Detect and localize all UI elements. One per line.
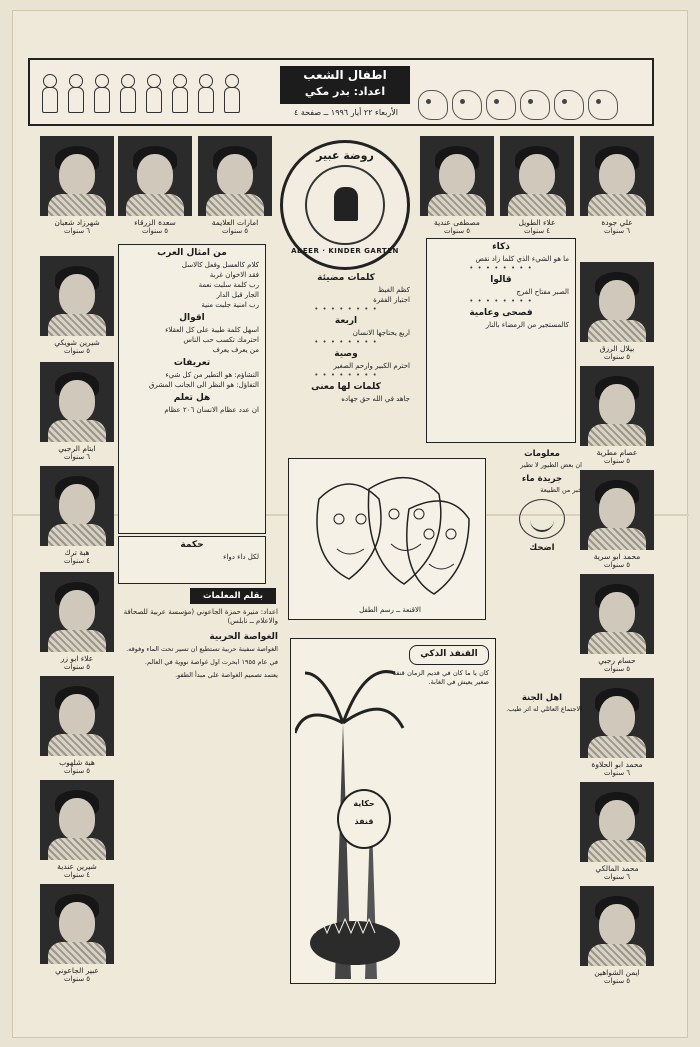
- child-name: علاء ابو زر: [60, 654, 94, 663]
- child-age: ٤ سنوات: [63, 557, 91, 565]
- proverb-line: رب كلمة سلبت نعمة: [198, 281, 259, 289]
- child-photo: [40, 136, 114, 236]
- child-age: ٥ سنوات: [63, 767, 91, 775]
- child-name: عبير الجاعوني: [55, 966, 99, 975]
- child-name: امارات العلايمة: [211, 218, 259, 227]
- kid-figure-icon: [220, 74, 242, 120]
- heaven-title: اهل الجنة: [521, 693, 563, 703]
- divider: • • • • • • • •: [314, 371, 378, 379]
- child-age: ٤ سنوات: [63, 871, 91, 879]
- child-age: ٥ سنوات: [443, 227, 471, 235]
- child-age: ٥ سنوات: [63, 347, 91, 355]
- child-name: مصطفى عندية: [434, 218, 480, 227]
- child-photo: [580, 136, 654, 236]
- masthead-deco-left: [38, 66, 260, 120]
- four-line: اربع يحتاجها الانسان: [352, 329, 410, 337]
- intelligence-box: [426, 238, 576, 443]
- wisdom-line: لكل داء دواء: [223, 553, 259, 561]
- child-photo: [500, 136, 574, 236]
- child-name: علاء الطويل: [518, 218, 556, 227]
- logo-arabic: روضة عبير: [316, 149, 374, 162]
- advice-title: وصية: [334, 349, 358, 359]
- meaningful-title: كلمات مضيئة: [317, 273, 375, 283]
- child-age: ٥ سنوات: [63, 663, 91, 671]
- definitions-title: تعريفات: [173, 358, 211, 368]
- didyou-title: هل تعلم: [173, 393, 211, 403]
- wisdom-box: [118, 536, 266, 584]
- four-title: اربعة: [334, 316, 358, 326]
- masthead-subtitle: اعداد: بدر مكي: [304, 85, 386, 98]
- teachers-banner: بقلم المعلمات: [190, 588, 276, 604]
- child-photo: [198, 136, 272, 236]
- child-name: عصام مطرية: [596, 448, 638, 457]
- advice-line: احترم الكبير وارحم الصغير: [333, 362, 410, 370]
- child-name: شيرين عندية: [57, 862, 97, 871]
- child-photo: [40, 572, 114, 672]
- child-name: محمد ابو الحلاوة: [591, 760, 643, 769]
- proverb-line: الجار قبل الدار: [216, 291, 259, 299]
- child-age: ٥ سنوات: [603, 353, 631, 361]
- heaven-text: الاجتماع العائلي له اثر طيب.: [506, 705, 582, 713]
- said-title: قالوا: [490, 275, 512, 285]
- child-photo: [580, 470, 654, 570]
- news-line: خبر من الطبيعة: [540, 486, 582, 494]
- logo-english: ABEER · KINDER GARTEN: [291, 247, 399, 255]
- child-name: بيلال الرزق: [599, 344, 635, 353]
- child-photo: [40, 884, 114, 984]
- laugh-title: اضحك: [529, 543, 555, 553]
- saying-line: من يعرف يعرف: [212, 346, 259, 354]
- kid-figure-icon: [168, 74, 190, 120]
- kid-figure-icon: [90, 74, 112, 120]
- hedgehog-story: [290, 638, 496, 984]
- badge-bottom: قنفذ: [354, 817, 374, 826]
- words-title: كلمات لها معنى: [311, 382, 381, 392]
- animal-toy-icon: [588, 90, 618, 120]
- divider: • • • • • • • •: [314, 305, 378, 313]
- intelligence-title: ذكاء: [492, 242, 510, 252]
- child-photo: [420, 136, 494, 236]
- animal-toy-icon: [418, 90, 448, 120]
- child-name: ايمن الشواهين: [594, 968, 640, 977]
- child-name: شيرين شويكي: [54, 338, 100, 347]
- child-age: ٦ سنوات: [603, 227, 631, 235]
- kid-figure-icon: [116, 74, 138, 120]
- child-photo: [40, 466, 114, 566]
- child-age: ٦ سنوات: [603, 769, 631, 777]
- kid-figure-icon: [64, 74, 86, 120]
- child-photo: [40, 676, 114, 776]
- child-name: هبة شلهوب: [59, 758, 95, 767]
- article-heading: الغواصة الحربية: [209, 632, 278, 642]
- didyou-line: ان عدد عظام الانسان ٢٠٦ عظام: [164, 406, 259, 414]
- child-age: ٥ سنوات: [63, 975, 91, 983]
- saying-line: احترمك تكسب حب الناس: [183, 336, 259, 344]
- info-line: ان بعض الطيور لا تطير: [520, 461, 582, 469]
- masks-artwork: [288, 458, 486, 620]
- definition-line: التفاؤل: هو النظر الى الجانب المشرق: [148, 381, 259, 389]
- kid-figure-icon: [194, 74, 216, 120]
- child-name: محمد المالكي: [595, 864, 639, 873]
- story-badge: [337, 789, 391, 849]
- proverb-line: كلام كالعسل وفعل كالاسل: [181, 261, 259, 269]
- child-photo: [40, 780, 114, 880]
- proverb-line: رب امنية جلبت منية: [201, 301, 259, 309]
- child-age: ٦ سنوات: [63, 453, 91, 461]
- article-paragraph: في عام ١٩٥٥ ابحرت اول غواصة نووية في العالم.: [144, 658, 278, 666]
- child-age: ٥ سنوات: [603, 665, 631, 673]
- definition-line: التشاؤم: هو التطير من كل شيء: [165, 371, 259, 379]
- child-name: سعدة الزرقاء: [134, 218, 176, 227]
- wisdom-title: حكمة: [180, 540, 204, 550]
- animal-toy-icon: [486, 90, 516, 120]
- child-name: شهرزاد شعبان: [54, 218, 100, 227]
- child-photo: [580, 262, 654, 362]
- animal-toy-icon: [554, 90, 584, 120]
- masthead-title-box: [280, 66, 410, 104]
- proverbs-box: [118, 244, 266, 534]
- divider: • • • • • • • •: [314, 338, 378, 346]
- child-name: محمد ابو سرية: [593, 552, 641, 561]
- info-title: معلومات: [524, 449, 560, 459]
- article-paragraph: الغواصة سفينة حربية تستطيع ان تسير تحت الماء وفوقه.: [126, 645, 278, 653]
- child-photo: [580, 886, 654, 986]
- article-paragraph: يعتمد تصميم الغواصة على مبدأ الطفو.: [175, 671, 278, 679]
- kid-figure-icon: [142, 74, 164, 120]
- story-title: القنفذ الذكي: [409, 645, 489, 665]
- middle-column: [276, 270, 416, 404]
- badge-top: حكاية: [353, 799, 375, 808]
- proverbs-title: من امثال العرب: [157, 248, 227, 258]
- animal-toy-icon: [520, 90, 550, 120]
- child-photo: [580, 574, 654, 674]
- jokes-title: فصحى وعامية: [469, 308, 533, 318]
- child-photo: [580, 782, 654, 882]
- intelligence-line: ما هو الشيء الذي كلما زاد نقص: [475, 255, 569, 263]
- kid-figure-icon: [38, 74, 60, 120]
- child-photo: [118, 136, 192, 236]
- jokes-line: كالمستجير من الرمضاء بالنار: [485, 321, 569, 329]
- masthead-date: الأربعاء ٢٢ أيار ١٩٩٦ ــ صفحة ٤: [293, 108, 398, 117]
- animal-toy-icon: [452, 90, 482, 120]
- article-source: اعداد: منيرة حمزة الجاعوني (مؤسسة عربية للصحافة والاعلام ــ نابلس): [123, 608, 278, 625]
- masthead: [28, 58, 654, 126]
- said-line: الصبر مفتاح الفرج: [516, 288, 569, 296]
- child-photo: [40, 256, 114, 356]
- story-text: كان يا ما كان في قديم الزمان قنفذ صغير يعيش في الغابة.: [393, 669, 489, 686]
- submarine-article: [118, 608, 278, 684]
- masthead-title: اطفال الشعب: [303, 68, 387, 82]
- child-age: ٥ سنوات: [221, 227, 249, 235]
- divider: • • • • • • • •: [469, 297, 533, 305]
- words-line: جاهد في الله حق جهاده: [341, 395, 410, 403]
- child-age: ٦ سنوات: [603, 873, 631, 881]
- news-title: جريدة ماء: [521, 474, 563, 484]
- child-age: ٥ سنوات: [141, 227, 169, 235]
- laughing-face-icon: [519, 499, 565, 539]
- divider: • • • • • • • •: [469, 264, 533, 272]
- saying-line: اسهل كلمة طيبة على كل العقلاء: [165, 326, 259, 334]
- child-age: ٦ سنوات: [63, 227, 91, 235]
- child-name: علي جودة: [601, 218, 633, 227]
- child-name: ابتام الرجبي: [58, 444, 96, 453]
- child-age: ٥ سنوات: [603, 561, 631, 569]
- child-age: ٥ سنوات: [603, 457, 631, 465]
- child-name: حسام رجبي: [598, 656, 636, 665]
- proverb-line: فقد الاخوان غربة: [209, 271, 259, 279]
- child-photo: [580, 678, 654, 778]
- child-name: هبة ترك: [64, 548, 90, 557]
- masthead-deco-right: [418, 66, 644, 120]
- right-text-column: [502, 445, 582, 717]
- child-photo: [580, 366, 654, 466]
- child-photo: [40, 362, 114, 462]
- sayings-title: اقوال: [179, 313, 205, 323]
- reading-girl-icon: [334, 187, 358, 221]
- artwork-caption: الاقنعة ــ رسم الطفل: [359, 606, 421, 614]
- child-age: ٥ سنوات: [603, 977, 631, 985]
- meaningful-line: كظم الغيظ: [377, 286, 410, 294]
- child-age: ٤ سنوات: [523, 227, 551, 235]
- meaningful-line: اجتياز الفقرة: [373, 296, 410, 304]
- kindergarten-logo: [280, 140, 410, 270]
